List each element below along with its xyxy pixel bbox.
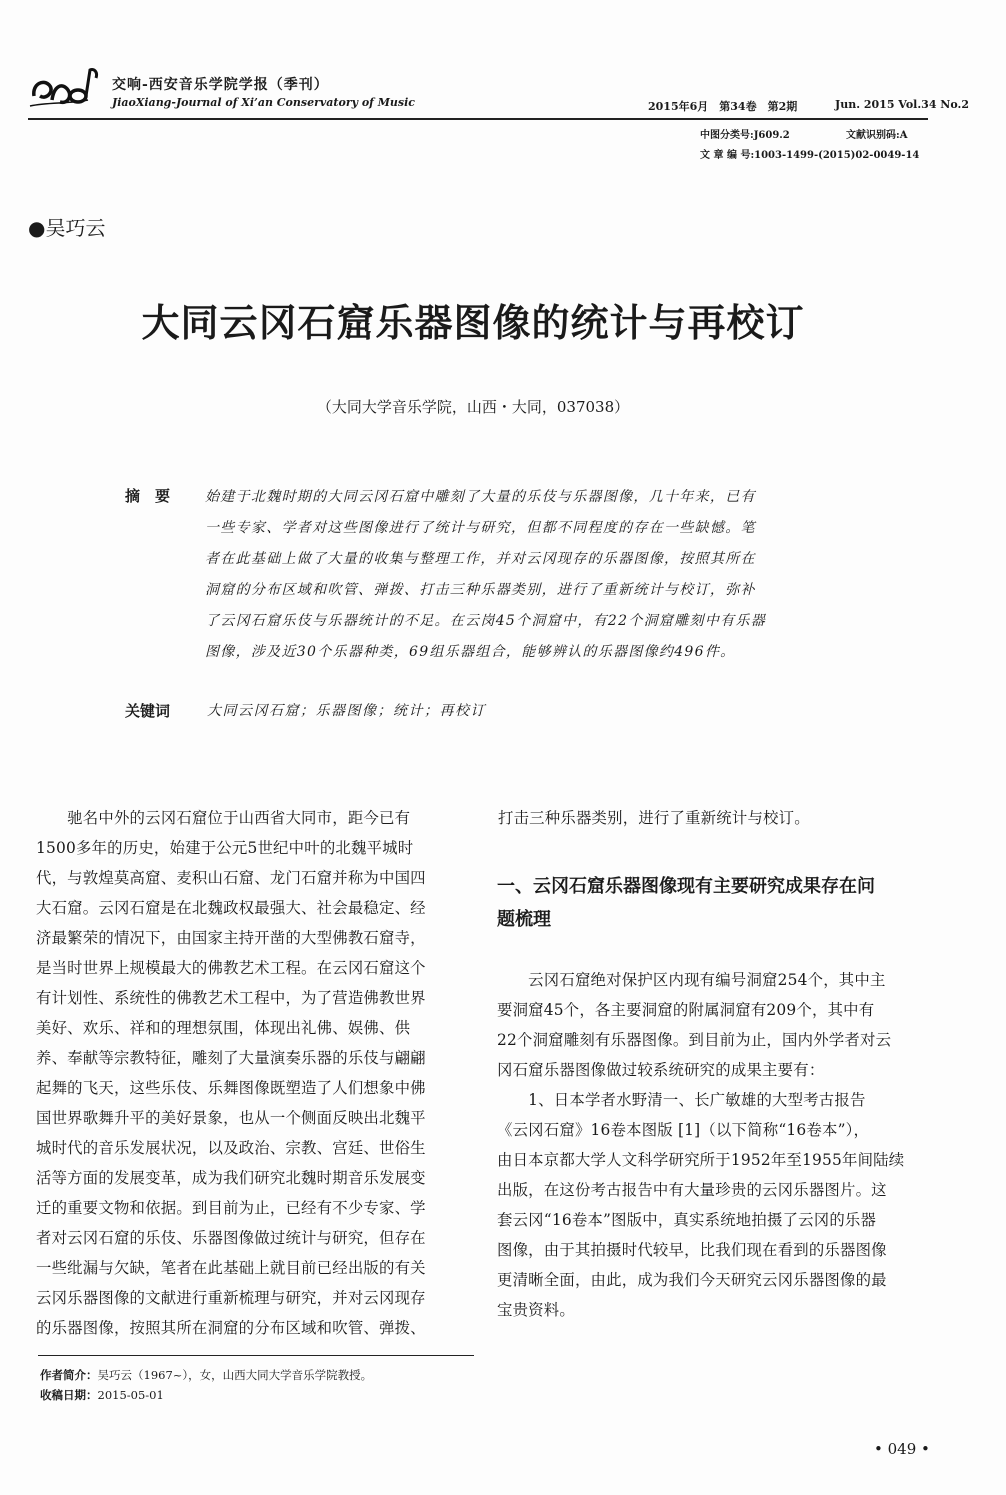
keywords-label: 关键词 xyxy=(125,702,171,720)
issue-info-en: Jun. 2015 Vol.34 No.2 xyxy=(835,98,969,111)
body-line: 是当时世界上规模最大的佛教艺术工程。在云冈石窟这个 xyxy=(36,959,426,977)
author-name: ●吴巧云 xyxy=(28,216,106,240)
body-line: 国世界歌舞升平的美好景象，也从一个侧面反映出北魏平 xyxy=(36,1109,426,1127)
classification-number: 中图分类号:J609.2 xyxy=(700,130,790,141)
body-line: 22个洞窟雕刻有乐器图像。到目前为止，国内外学者对云 xyxy=(497,1031,892,1049)
journal-title-cn: 交响-西安音乐学院学报（季刊） xyxy=(112,77,329,93)
body-line: 养、奉献等宗教特征，雕刻了大量演奏乐器的乐伎与翩翩 xyxy=(36,1049,426,1067)
body-column-right-intro xyxy=(498,803,933,833)
body-line: 美好、欢乐、祥和的理想氛围，体现出礼佛、娱佛、供 xyxy=(36,1019,411,1037)
page-number: • 049 • xyxy=(874,1440,930,1458)
abstract-line: 洞窟的分布区域和吹管、弹拨、打击三种乐器类别，进行了重新统计与校订，弥补 xyxy=(205,582,756,598)
body-line: 出版，在这份考古报告中有大量珍贵的云冈乐器图片。这 xyxy=(497,1181,887,1199)
abstract-line: 了云冈石窟乐伎与乐器统计的不足。在云岗45个洞窟中，有22个洞窟雕刻中有乐器 xyxy=(205,613,767,629)
abstract-line: 始建于北魏时期的大同云冈石窟中雕刻了大量的乐伎与乐器图像，几十年来，已有 xyxy=(205,489,756,505)
section-heading xyxy=(497,870,937,936)
body-line: 打击三种乐器类别，进行了重新统计与校订。 xyxy=(498,809,810,827)
abstract-line: 图像，涉及近30个乐器种类，69组乐器组合，能够辨认的乐器图像约496件。 xyxy=(205,644,736,660)
author-note-text: 吴巧云（1967~），女，山西大同大学音乐学院教授。 xyxy=(97,1368,373,1382)
section-heading-line: 题梳理 xyxy=(497,909,551,930)
body-line: 由日本京都大学人文科学研究所于1952年至1955年间陆续 xyxy=(497,1151,905,1169)
body-line: 迁的重要文物和依据。到目前为止，已经有不少专家、学 xyxy=(36,1199,426,1217)
document-code: 文献识别码:A xyxy=(846,130,908,141)
body-column-left xyxy=(36,803,471,1343)
body-line: 一些纰漏与欠缺，笔者在此基础上就目前已经出版的有关 xyxy=(36,1259,426,1277)
body-line: 套云冈“16卷本”图版中，真实系统地拍摄了云冈的乐器 xyxy=(497,1211,877,1229)
body-line: 驰名中外的云冈石窟位于山西省大同市，距今已有 xyxy=(36,809,411,827)
author-affiliation: （大同大学音乐学院，山西・大同，037038） xyxy=(316,398,630,416)
abstract-line: 一些专家、学者对这些图像进行了统计与研究，但都不同程度的存在一些缺憾。笔 xyxy=(205,520,756,536)
article-number: 文 章 编 号:1003-1499-(2015)02-0049-14 xyxy=(700,150,920,161)
author-note xyxy=(40,1367,372,1383)
keywords-text: 大同云冈石窟；乐器图像；统计；再校订 xyxy=(207,703,486,719)
body-line: 图像，由于其拍摄时代较早，比我们现在看到的乐器图像 xyxy=(497,1241,887,1259)
body-line: 1、日本学者水野清一、长广敏雄的大型考古报告 xyxy=(497,1091,866,1109)
body-line: 济最繁荣的情况下，由国家主持开凿的大型佛教石窟寺， xyxy=(36,929,426,947)
body-line: 起舞的飞天，这些乐伎、乐舞图像既塑造了人们想象中佛 xyxy=(36,1079,426,1097)
issue-info-cn: 2015年6月 第34卷 第2期 xyxy=(648,100,798,113)
journal-title-en: JiaoXiang-Journal of Xi’an Conservatory of Music xyxy=(112,96,415,109)
body-line: 城时代的音乐发展状况，以及政治、宗教、宫廷、世俗生 xyxy=(36,1139,426,1157)
body-line: 冈石窟乐器图像做过较系统研究的成果主要有： xyxy=(497,1061,825,1079)
body-line: 1500多年的历史，始建于公元5世纪中叶的北魏平城时 xyxy=(36,839,414,857)
abstract-text xyxy=(205,482,845,668)
header-divider xyxy=(28,118,928,120)
body-line: 宝贵资料。 xyxy=(497,1301,575,1319)
received-date xyxy=(40,1387,164,1403)
body-line: 者对云冈石窟的乐伎、乐器图像做过统计与研究，但存在 xyxy=(36,1229,426,1247)
body-line: 大石窟。云冈石窟是在北魏政权最强大、社会最稳定、经 xyxy=(36,899,426,917)
journal-logo-icon xyxy=(28,62,100,112)
body-line: 更清晰全面，由此，成为我们今天研究云冈乐器图像的最 xyxy=(497,1271,887,1289)
body-column-right xyxy=(497,965,932,1325)
body-line: 活等方面的发展变革，成为我们研究北魏时期音乐发展变 xyxy=(36,1169,426,1187)
received-date-text: 2015-05-01 xyxy=(97,1388,164,1402)
body-line: 的乐器图像，按照其所在洞窟的分布区域和吹管、弹拨、 xyxy=(36,1319,426,1337)
abstract-label: 摘要 xyxy=(125,487,186,505)
footnote-divider xyxy=(38,1355,474,1356)
received-date-label: 收稿日期： xyxy=(40,1388,98,1402)
body-line: 代，与敦煌莫高窟、麦积山石窟、龙门石窟并称为中国四 xyxy=(36,869,426,887)
section-heading-line: 一、云冈石窟乐器图像现有主要研究成果存在问 xyxy=(497,876,875,897)
body-line: 云冈石窟绝对保护区内现有编号洞窟254个，其中主 xyxy=(497,971,886,989)
body-line: 《云冈石窟》16卷本图版 [1]（以下简称“16卷本”）， xyxy=(497,1121,870,1139)
article-title: 大同云冈石窟乐器图像的统计与再校订 xyxy=(141,301,805,345)
body-line: 要洞窟45个，各主要洞窟的附属洞窟有209个，其中有 xyxy=(497,1001,875,1019)
body-line: 有计划性、系统性的佛教艺术工程中，为了营造佛教世界 xyxy=(36,989,426,1007)
abstract-line: 者在此基础上做了大量的收集与整理工作，并对云冈现存的乐器图像，按照其所在 xyxy=(205,551,756,567)
author-note-label: 作者简介： xyxy=(40,1368,98,1382)
body-line: 云冈乐器图像的文献进行重新梳理与研究，并对云冈现存 xyxy=(36,1289,426,1307)
